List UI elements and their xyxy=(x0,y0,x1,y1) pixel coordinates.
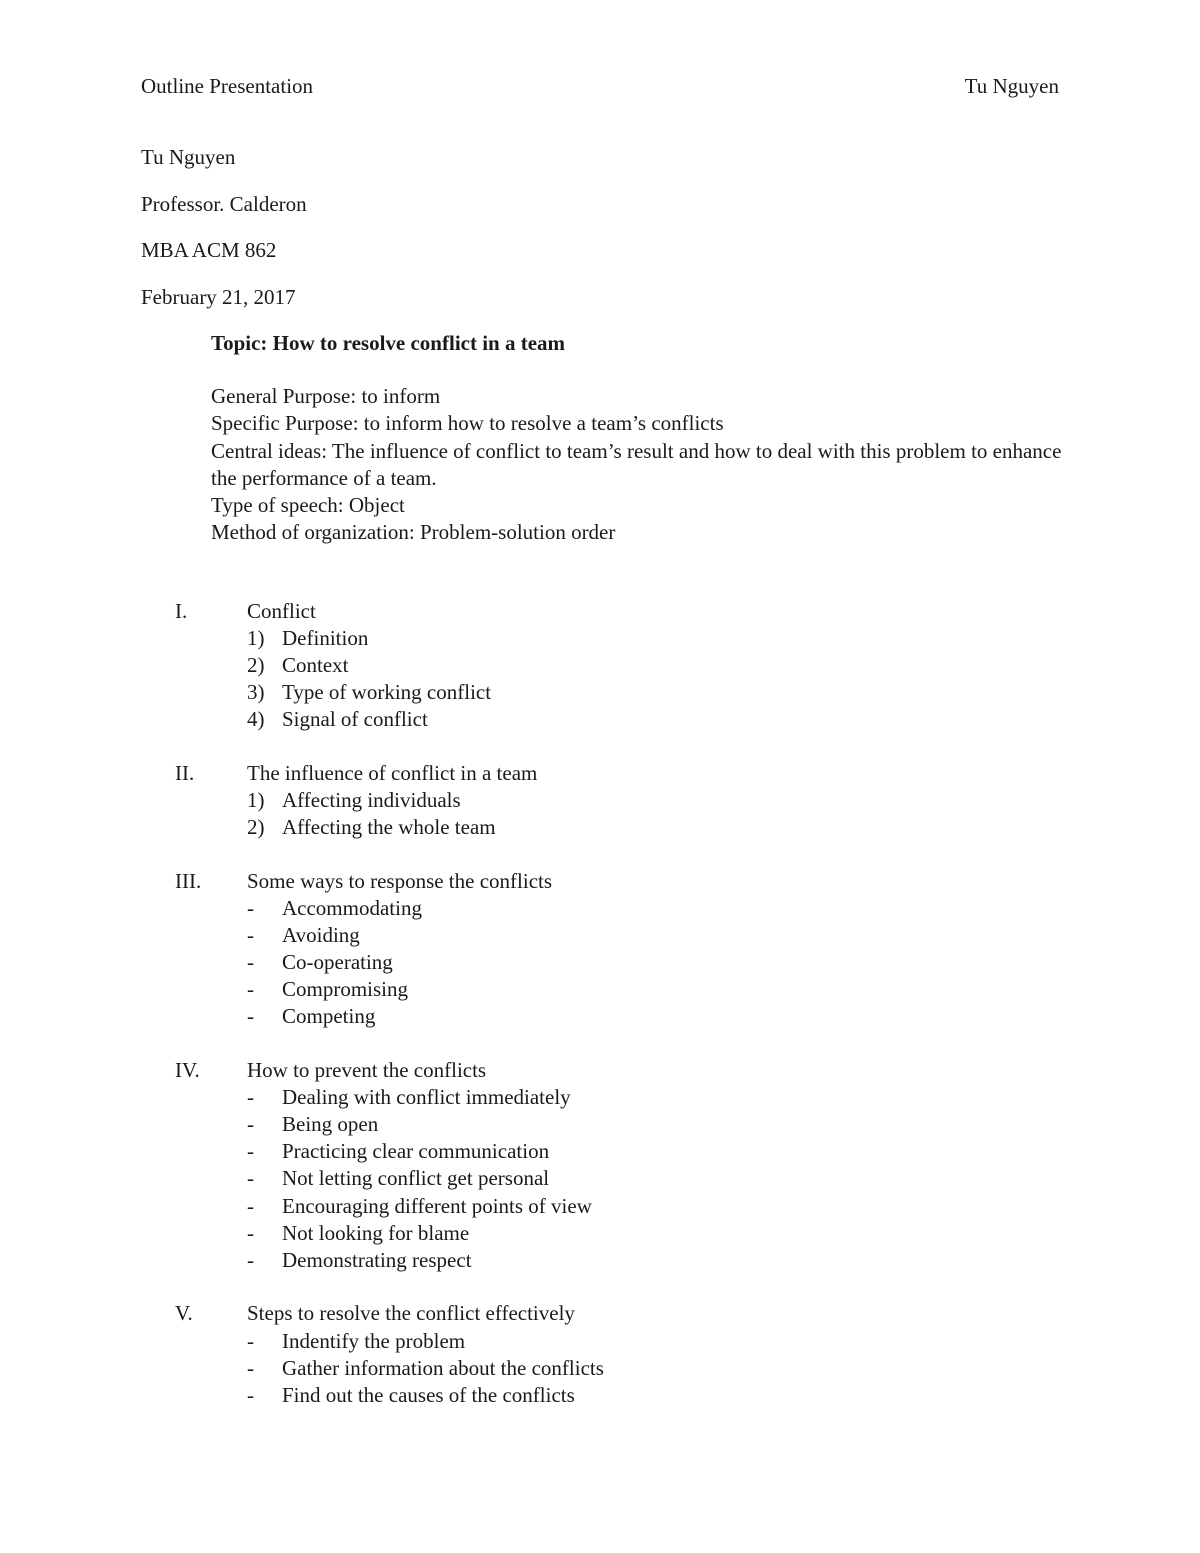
section-number: IV. xyxy=(175,1058,200,1083)
list-marker: 2) xyxy=(247,815,265,840)
list-item-text: Being open xyxy=(282,1112,379,1137)
list-marker: - xyxy=(247,1328,254,1353)
list-item xyxy=(0,1247,1200,1274)
speech-details xyxy=(211,383,1071,547)
document-date: February 21, 2017 xyxy=(141,284,296,309)
list-item-text: Context xyxy=(282,653,349,678)
list-item-text: Definition xyxy=(282,626,369,651)
list-marker: - xyxy=(247,1085,254,1110)
list-item xyxy=(0,922,1200,949)
list-marker: - xyxy=(247,923,254,948)
list-item-text: Not looking for blame xyxy=(282,1220,470,1245)
list-item xyxy=(0,895,1200,922)
list-item-text: Indentify the problem xyxy=(282,1328,466,1353)
list-item-text: Gather information about the conflicts xyxy=(282,1355,604,1380)
list-marker: - xyxy=(247,1112,254,1137)
section-heading xyxy=(0,1057,1200,1084)
section-heading xyxy=(0,598,1200,625)
list-item xyxy=(0,1111,1200,1138)
topic-heading: Topic: How to resolve conflict in a team xyxy=(211,331,566,355)
student-info-block xyxy=(141,144,307,330)
list-item xyxy=(0,814,1200,841)
list-marker: - xyxy=(247,1220,254,1245)
list-item xyxy=(0,1084,1200,1111)
list-marker: - xyxy=(247,977,254,1002)
central-ideas: Central ideas: The influence of conflict to team’s result and how to deal with this problem to enhance the performance of a team. xyxy=(211,438,1062,490)
list-item xyxy=(0,1138,1200,1165)
section-number: I. xyxy=(175,599,188,623)
list-marker: 2) xyxy=(247,653,265,678)
list-item xyxy=(0,787,1200,814)
section-number: III. xyxy=(175,868,202,893)
list-item-text: Dealing with conflict immediately xyxy=(282,1085,571,1110)
list-item-text: Demonstrating respect xyxy=(282,1247,472,1272)
section-title: The influence of conflict in a team xyxy=(247,761,538,786)
list-marker: - xyxy=(247,1193,254,1218)
list-item-text: Find out the causes of the conflicts xyxy=(282,1382,575,1407)
list-item xyxy=(0,1165,1200,1192)
list-marker: 1) xyxy=(247,788,265,813)
header-title: Outline Presentation xyxy=(141,74,314,98)
list-item xyxy=(0,679,1200,706)
header-author: Tu Nguyen xyxy=(964,74,1059,98)
list-marker: - xyxy=(247,896,254,921)
list-item-text: Co-operating xyxy=(282,950,393,975)
list-item xyxy=(0,652,1200,679)
list-item xyxy=(0,1382,1200,1409)
list-item-text: Practicing clear communication xyxy=(282,1139,550,1164)
list-item-text: Avoiding xyxy=(282,923,360,948)
section-heading xyxy=(0,1300,1200,1327)
list-marker: - xyxy=(247,1004,254,1029)
outline-section xyxy=(0,598,1200,733)
section-title: Some ways to response the conflicts xyxy=(247,868,553,893)
list-marker: 1) xyxy=(247,626,265,651)
section-heading xyxy=(0,760,1200,787)
student-name: Tu Nguyen xyxy=(141,145,236,169)
list-marker: - xyxy=(247,950,254,975)
method-of-organization: Method of organization: Problem-solution order xyxy=(211,520,616,545)
list-marker: - xyxy=(247,1382,254,1407)
list-item-text: Compromising xyxy=(282,977,409,1002)
outline-section xyxy=(0,1300,1200,1408)
section-title: Conflict xyxy=(247,599,316,623)
list-item-text: Affecting the whole team xyxy=(282,815,496,840)
section-heading xyxy=(0,868,1200,895)
outline-section xyxy=(0,760,1200,841)
list-item-text: Accommodating xyxy=(282,896,422,921)
list-item xyxy=(0,625,1200,652)
list-item-text: Type of working conflict xyxy=(282,680,492,705)
section-number: II. xyxy=(175,761,195,786)
section-title: How to prevent the conflicts xyxy=(247,1058,487,1083)
list-item xyxy=(0,949,1200,976)
list-marker: - xyxy=(247,1355,254,1380)
list-item-text: Signal of conflict xyxy=(282,707,428,732)
list-item xyxy=(0,1355,1200,1382)
general-purpose: General Purpose: to inform xyxy=(211,384,441,408)
outline-section xyxy=(0,868,1200,1031)
outline-list xyxy=(0,598,1200,1435)
list-item xyxy=(0,976,1200,1003)
list-item-text: Not letting conflict get personal xyxy=(282,1166,550,1191)
list-item xyxy=(0,1328,1200,1355)
outline-section xyxy=(0,1057,1200,1274)
list-item-text: Affecting individuals xyxy=(282,788,461,813)
list-item-text: Encouraging different points of view xyxy=(282,1193,592,1218)
list-marker: 4) xyxy=(247,707,265,732)
list-marker: - xyxy=(247,1139,254,1164)
list-item-text: Competing xyxy=(282,1004,376,1029)
section-title: Steps to resolve the conflict effectively xyxy=(247,1301,575,1326)
list-marker: - xyxy=(247,1166,254,1191)
list-marker: 3) xyxy=(247,680,265,705)
list-item xyxy=(0,1193,1200,1220)
type-of-speech: Type of speech: Object xyxy=(211,493,405,518)
specific-purpose: Specific Purpose: to inform how to resolve a team’s conflicts xyxy=(211,411,724,436)
professor-name: Professor. Calderon xyxy=(141,191,307,216)
list-item xyxy=(0,1220,1200,1247)
list-item xyxy=(0,706,1200,733)
list-marker: - xyxy=(247,1247,254,1272)
section-number: V. xyxy=(175,1301,193,1326)
course-code: MBA ACM 862 xyxy=(141,238,277,262)
list-item xyxy=(0,1003,1200,1030)
